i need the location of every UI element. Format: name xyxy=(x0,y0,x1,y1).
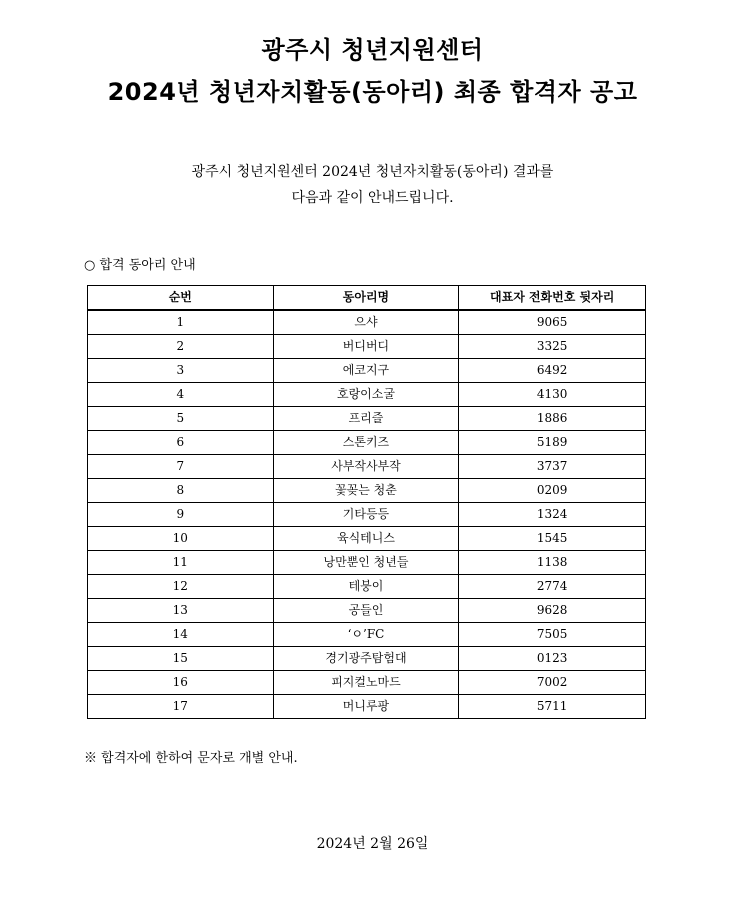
cell-rank: 14 xyxy=(88,623,274,647)
cell-rank: 5 xyxy=(88,407,274,431)
cell-club-name: 프리즐 xyxy=(273,407,459,431)
cell-rank: 11 xyxy=(88,551,274,575)
cell-rank: 10 xyxy=(88,527,274,551)
table-row xyxy=(88,551,646,575)
cell-phone-last-digits: 5189 xyxy=(459,431,646,455)
cell-club-name: 사부작사부작 xyxy=(273,455,459,479)
cell-phone-last-digits: 3325 xyxy=(459,335,646,359)
cell-club-name: 공들인 xyxy=(273,599,459,623)
table-row xyxy=(88,455,646,479)
table-body xyxy=(88,310,646,719)
header-rank: 순번 xyxy=(88,286,274,311)
cell-rank: 15 xyxy=(88,647,274,671)
cell-phone-last-digits: 5711 xyxy=(459,695,646,719)
cell-rank: 12 xyxy=(88,575,274,599)
cell-rank: 7 xyxy=(88,455,274,479)
cell-rank: 1 xyxy=(88,310,274,335)
cell-phone-last-digits: 3737 xyxy=(459,455,646,479)
cell-rank: 3 xyxy=(88,359,274,383)
section-label: ○ 합격 동아리 안내 xyxy=(84,258,196,273)
cell-phone-last-digits: 7505 xyxy=(459,623,646,647)
cell-rank: 2 xyxy=(88,335,274,359)
cell-phone-last-digits: 2774 xyxy=(459,575,646,599)
cell-club-name: 버디버디 xyxy=(273,335,459,359)
cell-club-name: 낭만뿐인 청년들 xyxy=(273,551,459,575)
table-row xyxy=(88,647,646,671)
cell-club-name: 스톤키즈 xyxy=(273,431,459,455)
table-row xyxy=(88,527,646,551)
table-header-row xyxy=(88,286,646,311)
cell-phone-last-digits: 1324 xyxy=(459,503,646,527)
table-row xyxy=(88,623,646,647)
table-row xyxy=(88,575,646,599)
cell-club-name: 으샤 xyxy=(273,310,459,335)
header-club-name: 동아리명 xyxy=(273,286,459,311)
cell-rank: 9 xyxy=(88,503,274,527)
cell-rank: 13 xyxy=(88,599,274,623)
cell-club-name: 테붕이 xyxy=(273,575,459,599)
table-row xyxy=(88,383,646,407)
cell-phone-last-digits: 9065 xyxy=(459,310,646,335)
cell-rank: 8 xyxy=(88,479,274,503)
cell-phone-last-digits: 6492 xyxy=(459,359,646,383)
cell-club-name: 머니루팡 xyxy=(273,695,459,719)
table-row xyxy=(88,599,646,623)
table-row xyxy=(88,431,646,455)
cell-phone-last-digits: 1886 xyxy=(459,407,646,431)
cell-phone-last-digits: 7002 xyxy=(459,671,646,695)
cell-phone-last-digits: 0123 xyxy=(459,647,646,671)
header-phone-last-digits: 대표자 전화번호 뒷자리 xyxy=(459,286,646,311)
cell-club-name: 경기광주탐험대 xyxy=(273,647,459,671)
notice-text: ※ 합격자에 한하여 문자로 개별 안내. xyxy=(84,751,298,766)
table-header xyxy=(88,286,646,311)
cell-club-name: 기타등등 xyxy=(273,503,459,527)
table-row xyxy=(88,671,646,695)
table-row xyxy=(88,310,646,335)
table-row xyxy=(88,335,646,359)
cell-club-name: 에코지구 xyxy=(273,359,459,383)
table-row xyxy=(88,695,646,719)
cell-phone-last-digits: 0209 xyxy=(459,479,646,503)
cell-rank: 16 xyxy=(88,671,274,695)
page-title-line1: 광주시 청년지원센터 xyxy=(261,36,484,64)
cell-phone-last-digits: 9628 xyxy=(459,599,646,623)
cell-club-name: 피지컬노마드 xyxy=(273,671,459,695)
cell-club-name: ‘ㅇ’FC xyxy=(273,623,459,647)
results-table xyxy=(87,285,646,719)
cell-rank: 17 xyxy=(88,695,274,719)
cell-phone-last-digits: 1138 xyxy=(459,551,646,575)
cell-phone-last-digits: 4130 xyxy=(459,383,646,407)
cell-rank: 4 xyxy=(88,383,274,407)
intro-text-line2: 다음과 같이 안내드립니다. xyxy=(291,190,454,206)
cell-club-name: 꽃꽂는 청춘 xyxy=(273,479,459,503)
intro-text-line1: 광주시 청년지원센터 2024년 청년자치활동(동아리) 결과를 xyxy=(191,164,554,180)
cell-phone-last-digits: 1545 xyxy=(459,527,646,551)
table-row xyxy=(88,503,646,527)
table-row xyxy=(88,479,646,503)
page-title-line2: 2024년 청년자치활동(동아리) 최종 합격자 공고 xyxy=(107,78,638,106)
cell-club-name: 육식테니스 xyxy=(273,527,459,551)
table-row xyxy=(88,407,646,431)
cell-rank: 6 xyxy=(88,431,274,455)
table-row xyxy=(88,359,646,383)
cell-club-name: 호랑이소굴 xyxy=(273,383,459,407)
announcement-date: 2024년 2월 26일 xyxy=(316,836,429,852)
